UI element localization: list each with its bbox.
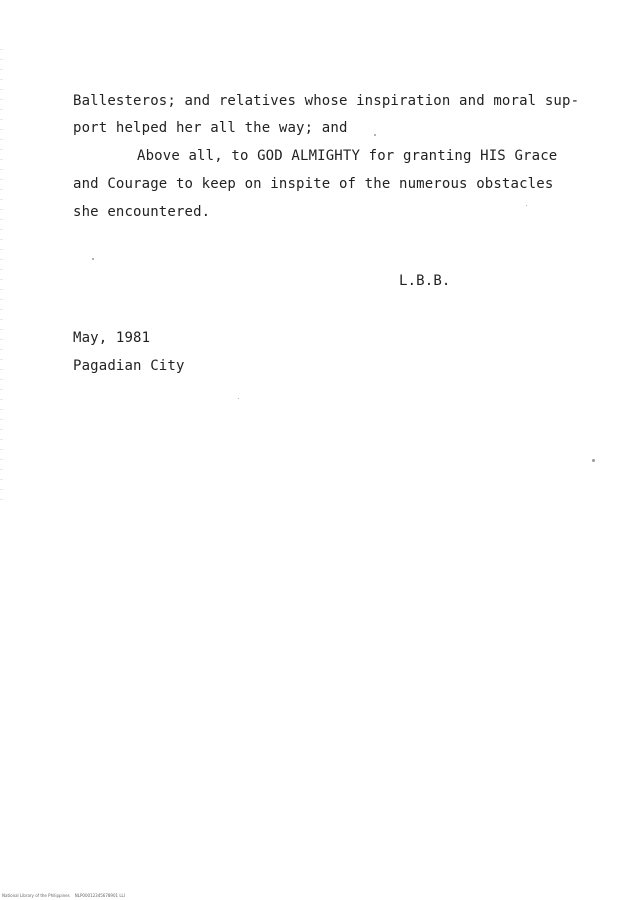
scan-edge-artifact — [0, 40, 3, 500]
body-line-1: Ballesteros; and relatives whose inspiration and moral sup- — [73, 93, 580, 109]
scan-speck — [526, 205, 527, 206]
document-place: Pagadian City — [73, 358, 185, 374]
body-line-4: and Courage to keep on inspite of the numerous obstacles — [73, 176, 554, 192]
scan-speck — [92, 258, 94, 260]
scan-speck — [592, 459, 595, 462]
body-line-5: she encountered. — [73, 204, 211, 220]
footer-archive-label: National Library of the Philippines NLP00012345678901 LLI — [2, 893, 125, 898]
document-date: May, 1981 — [73, 330, 151, 346]
scan-speck — [374, 134, 376, 136]
body-line-2: port helped her all the way; and — [73, 120, 348, 136]
signature-initials: L.B.B. — [399, 273, 451, 289]
scan-speck — [238, 398, 239, 399]
body-line-3: Above all, to GOD ALMIGHTY for granting HIS Grace — [137, 148, 558, 164]
